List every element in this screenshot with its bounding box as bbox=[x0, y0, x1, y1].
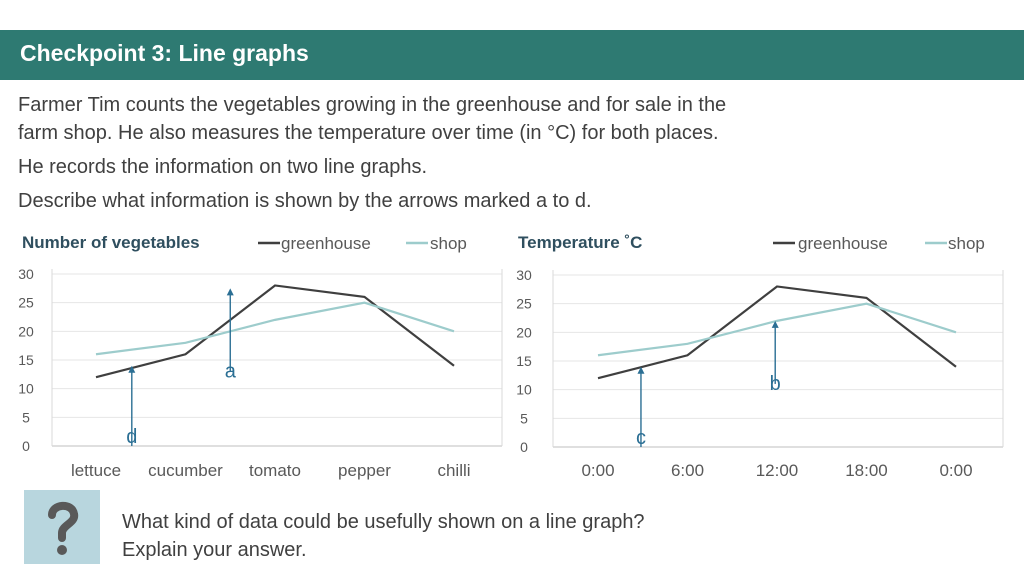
intro-line-2: farm shop. He also measures the temperature over time (in °C) for both places. bbox=[18, 122, 719, 144]
temp-x-tick-label: 0:00 bbox=[581, 461, 615, 480]
question-box bbox=[24, 490, 100, 564]
temperature-chart-svg bbox=[508, 228, 1008, 488]
temp-y-tick-label: 5 bbox=[520, 410, 528, 427]
temp-y-tick-label: 15 bbox=[516, 353, 532, 369]
veg-y-tick-label: 15 bbox=[18, 352, 34, 368]
temp-y-tick-label: 10 bbox=[516, 381, 532, 398]
temp-arrow-label-b: b bbox=[769, 372, 781, 395]
temp-legend-label-shop: shop bbox=[948, 234, 985, 253]
intro-line-3: He records the information on two line graphs. bbox=[18, 156, 428, 178]
temp-x-tick-label: 6:00 bbox=[670, 461, 705, 480]
veg-y-tick-label: 10 bbox=[18, 380, 34, 397]
question-mark-icon bbox=[24, 490, 100, 564]
veg-arrow-a-head bbox=[227, 288, 234, 295]
veg-y-tick-label: 20 bbox=[18, 323, 34, 340]
header-bar bbox=[0, 30, 1024, 80]
veg-x-tick-label: chilli bbox=[437, 461, 471, 480]
temp-series-line-shop bbox=[598, 304, 956, 356]
intro-line-4: Describe what information is shown by the arrows marked a to d. bbox=[18, 190, 592, 212]
veg-y-tick-label: 5 bbox=[22, 409, 30, 426]
vegetables-chart-svg bbox=[10, 228, 500, 488]
intro-line-1: Farmer Tim counts the vegetables growing in the greenhouse and for sale in the bbox=[18, 94, 727, 116]
veg-legend-label-greenhouse: greenhouse bbox=[281, 234, 371, 253]
veg-y-tick-label: 25 bbox=[18, 294, 34, 311]
temp-arrow-label-c: c bbox=[635, 427, 646, 449]
vegetables-line-chart bbox=[10, 228, 500, 488]
temp-x-tick-label: 12:00 bbox=[755, 461, 799, 480]
veg-y-tick-label: 0 bbox=[22, 438, 30, 454]
question-line-1: What kind of data could be usefully shown on a line graph? bbox=[122, 511, 645, 533]
temp-y-tick-label: 25 bbox=[516, 295, 532, 312]
veg-arrow-label-a: a bbox=[224, 360, 236, 383]
temp-x-tick-label: 18:00 bbox=[845, 461, 888, 480]
temp-y-tick-label: 20 bbox=[516, 324, 532, 341]
veg-x-tick-label: lettuce bbox=[70, 461, 122, 480]
temp-y-tick-label: 0 bbox=[520, 439, 528, 455]
veg-x-tick-label: tomato bbox=[249, 461, 301, 480]
temp-y-tick-label: 30 bbox=[516, 267, 532, 283]
question-line-2: Explain your answer. bbox=[122, 539, 307, 561]
temperature-line-chart bbox=[508, 228, 998, 488]
veg-x-tick-label: cucumber bbox=[148, 461, 223, 480]
question-text bbox=[122, 508, 922, 564]
veg-series-line-shop bbox=[96, 303, 454, 355]
temp-chart-title: Temperature ˚C bbox=[518, 233, 643, 252]
veg-arrow-label-d: d bbox=[126, 426, 138, 448]
veg-y-tick-label: 30 bbox=[18, 266, 34, 282]
temp-x-tick-label: 0:00 bbox=[939, 461, 973, 480]
veg-chart-title: Number of vegetables bbox=[22, 233, 200, 252]
temp-legend-label-greenhouse: greenhouse bbox=[798, 234, 888, 253]
veg-x-tick-label: pepper bbox=[338, 461, 391, 480]
page-title: Checkpoint 3: Line graphs bbox=[20, 40, 309, 66]
veg-legend-label-shop: shop bbox=[430, 234, 467, 253]
